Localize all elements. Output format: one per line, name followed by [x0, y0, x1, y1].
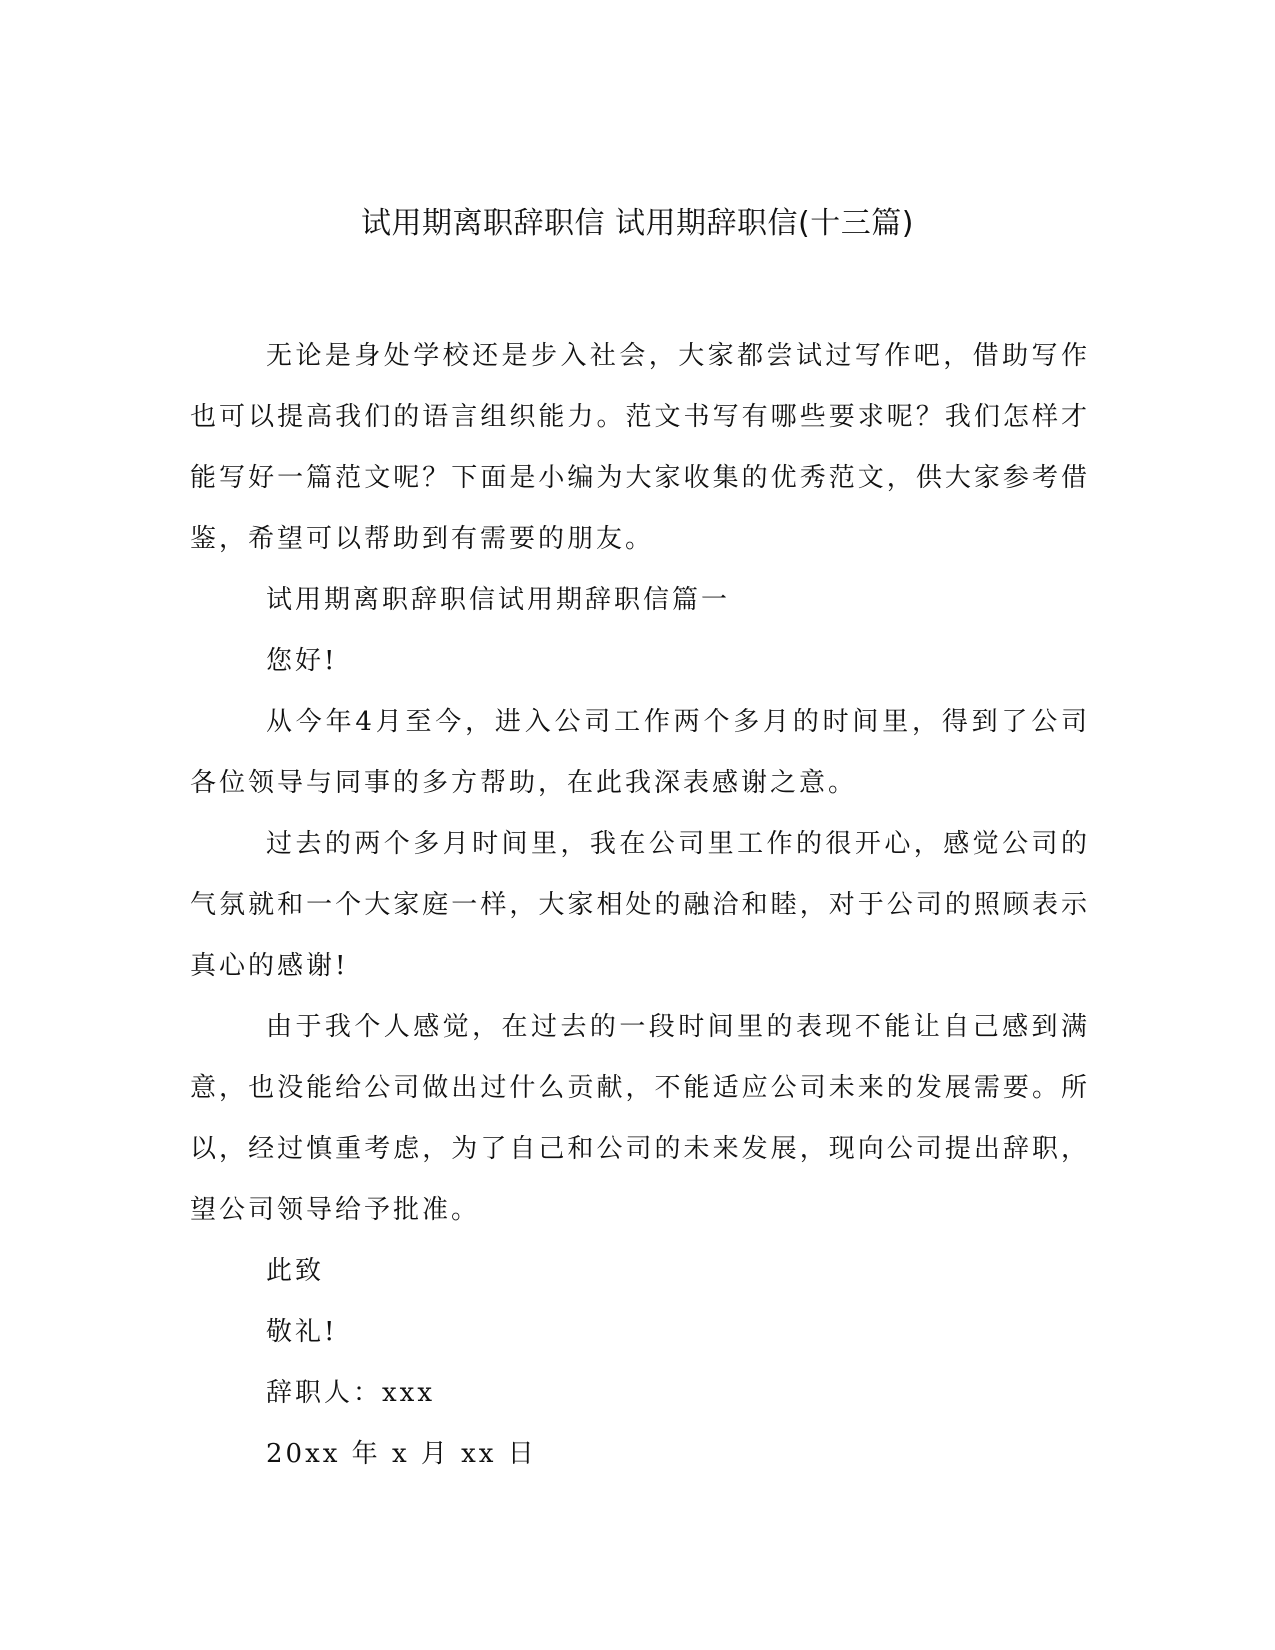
closing-line: 此致	[266, 1256, 325, 1286]
body-paragraph: 从今年4月至今，进入公司工作两个多月的时间里，得到了公司各位领导与同事的多方帮助，在此我深表感谢之意。	[190, 707, 1090, 798]
document-title: 试用期离职辞职信 试用期辞职信(十三篇)	[361, 206, 914, 241]
body-paragraph: 过去的两个多月时间里，我在公司里工作的很开心，感觉公司的气氛就和一个大家庭一样，大家相处的融洽和睦，对于公司的照顾表示真心的感谢!	[190, 829, 1090, 981]
document-body	[190, 326, 1090, 1485]
body-paragraph: 由于我个人感觉，在过去的一段时间里的表现不能让自己感到满意，也没能给公司做出过什么贡献，不能适应公司未来的发展需要。所以，经过慎重考虑，为了自己和公司的未来发展，现向公司提出辞职，望公司领导给予批准。	[190, 1012, 1090, 1225]
section-heading: 试用期离职辞职信试用期辞职信篇一	[266, 585, 731, 615]
signature-line: 辞职人：xxx	[266, 1378, 435, 1408]
salutation: 敬礼!	[266, 1317, 338, 1347]
intro-paragraph: 无论是身处学校还是步入社会，大家都尝试过写作吧，借助写作也可以提高我们的语言组织能力。范文书写有哪些要求呢？我们怎样才能写好一篇范文呢？下面是小编为大家收集的优秀范文，供大家参考借鉴，希望可以帮助到有需要的朋友。	[190, 341, 1090, 554]
greeting: 您好!	[266, 646, 338, 676]
date-line: 20xx 年 x 月 xx 日	[266, 1439, 537, 1469]
